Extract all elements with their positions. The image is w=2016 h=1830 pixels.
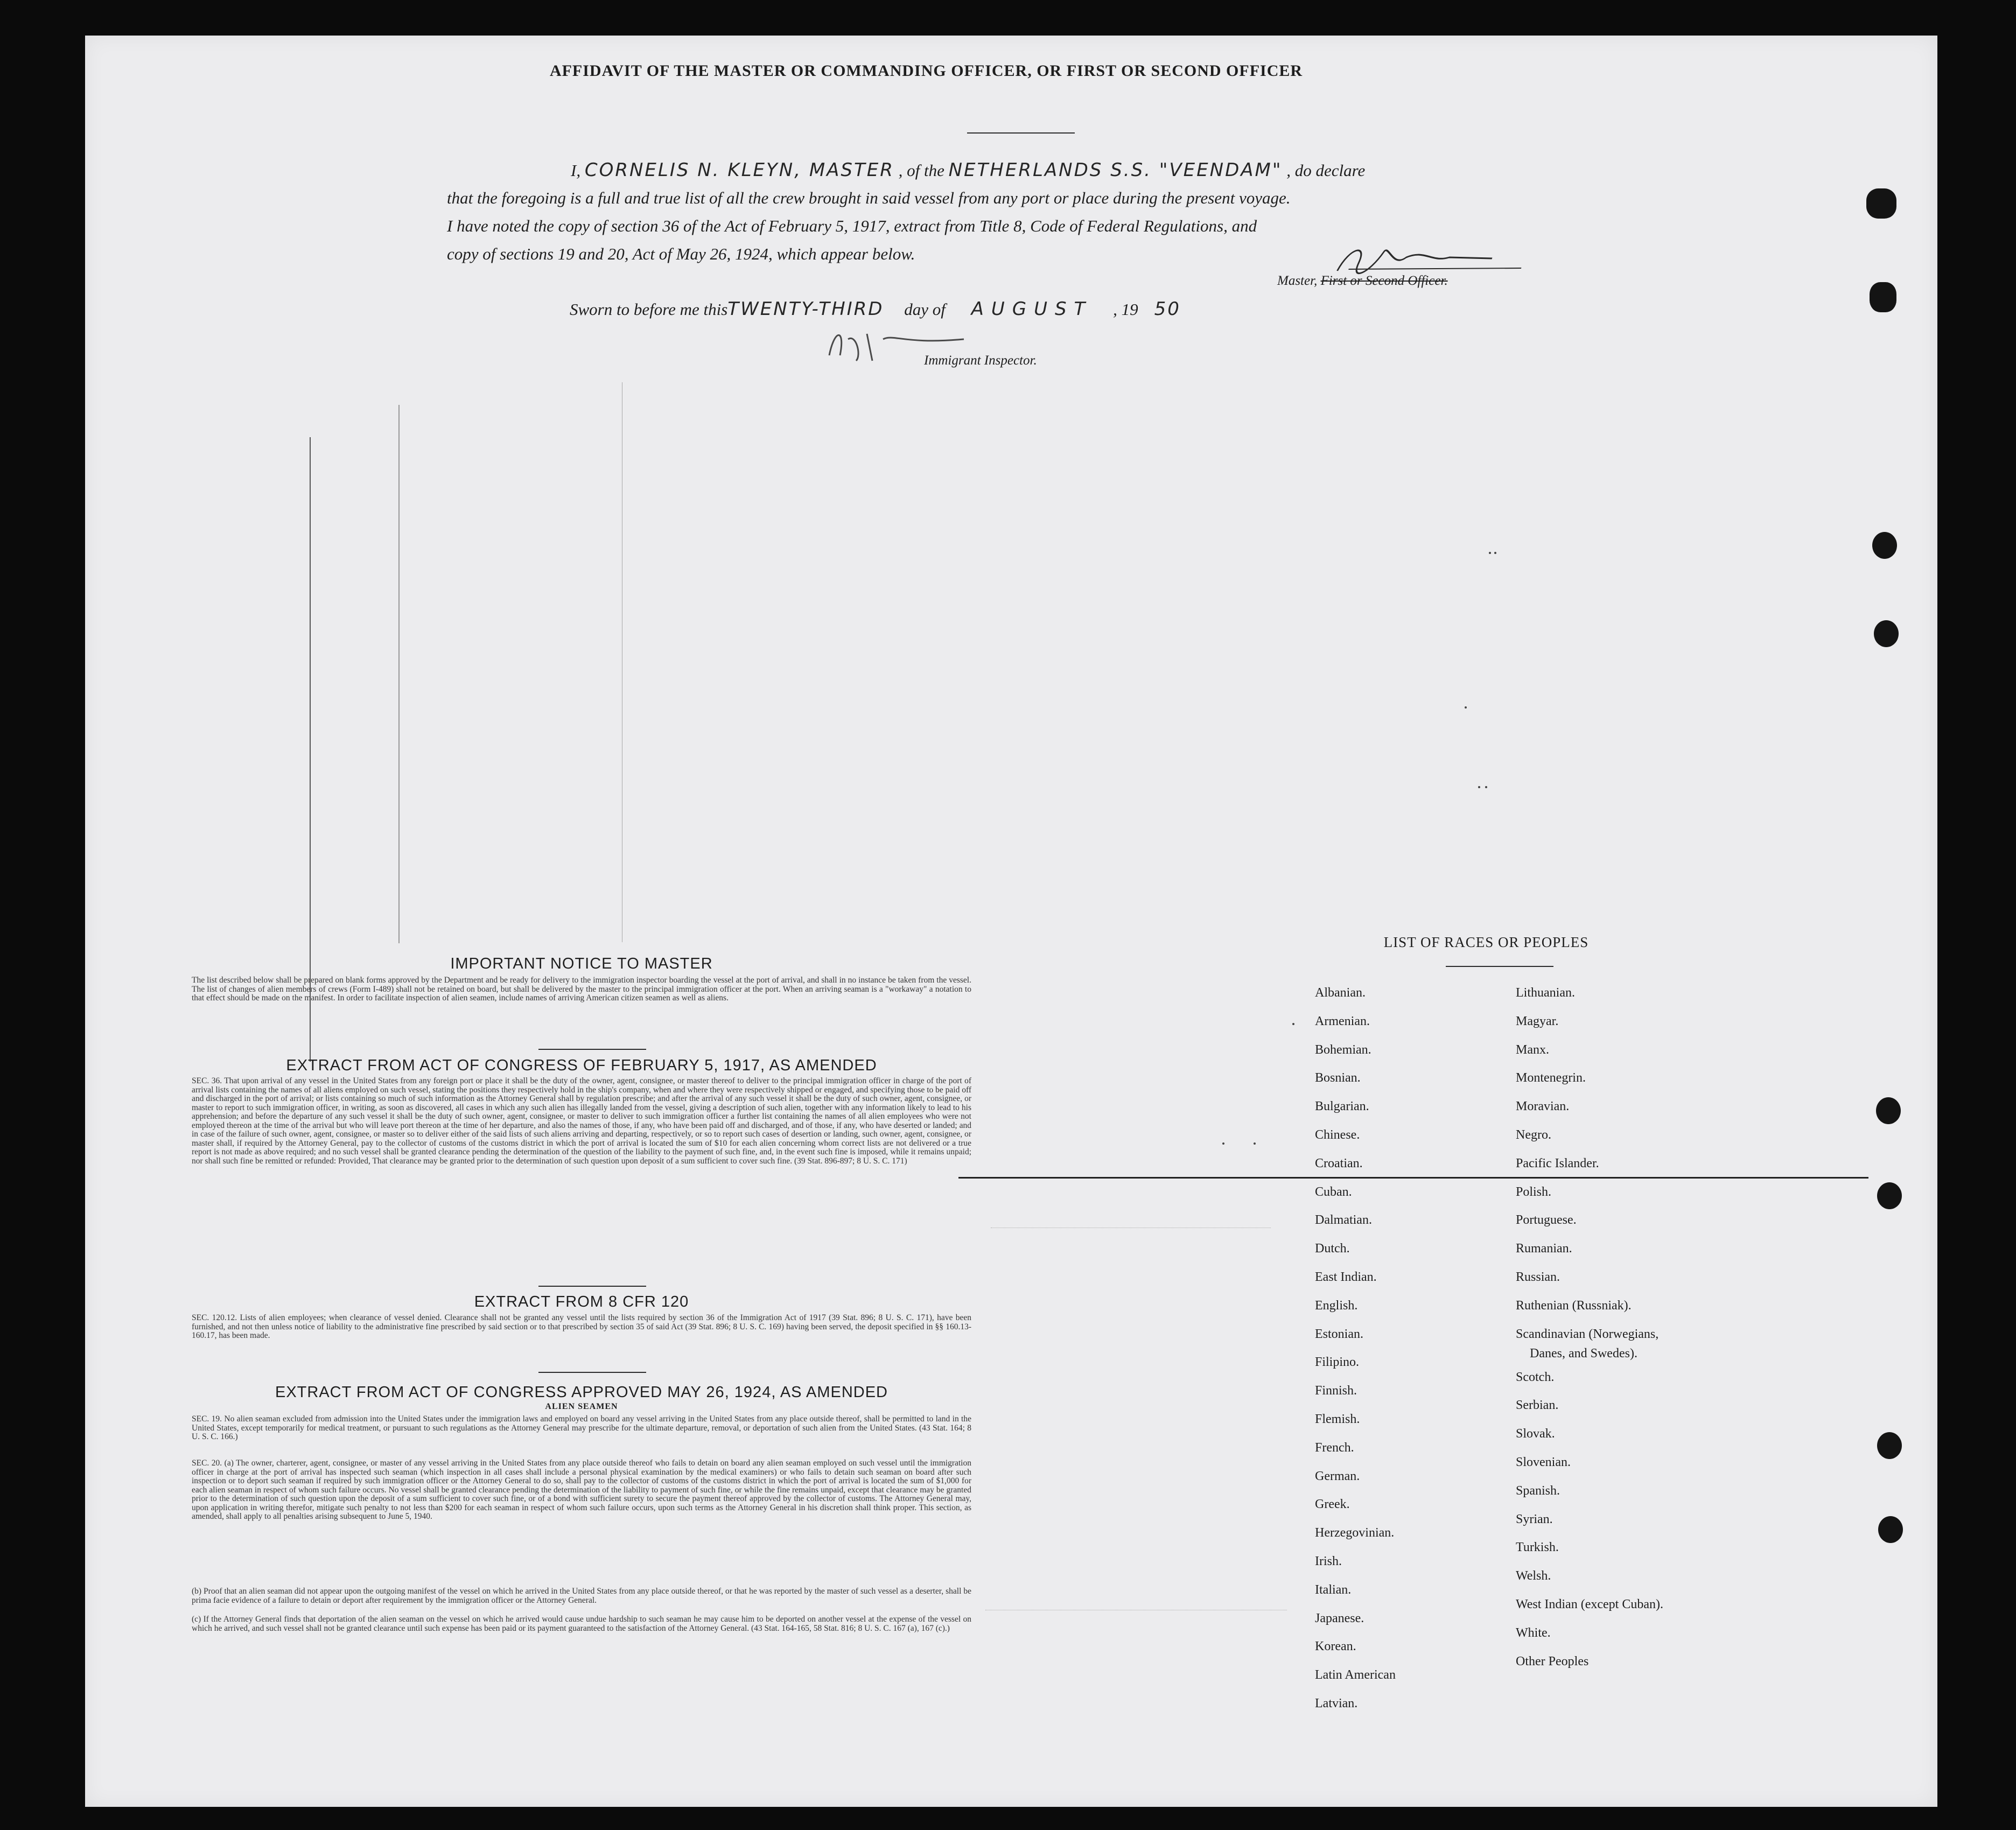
race-item: Dutch. xyxy=(1315,1242,1350,1256)
extract-divider xyxy=(538,1286,646,1287)
margin-tick xyxy=(310,437,311,1062)
race-item: Serbian. xyxy=(1516,1398,1559,1413)
extract-1917-title: EXTRACT FROM ACT OF CONGRESS OF FEBRUARY 5, 1917, AS AMENDED xyxy=(286,1057,877,1074)
race-item: German. xyxy=(1315,1469,1360,1483)
affidavit-line-2: that the foregoing is a full and true list of all the crew brought in said vessel from any port or place during the present voyage. xyxy=(447,188,1291,207)
race-item: Cuban. xyxy=(1315,1184,1352,1199)
extract-1917-body: SEC. 36. That upon arrival of any vessel in the United States from any foreign port or place it shall be the duty of the owner, agent, consignee, or master thereof to deliver to the principal immigration officer in charge of the port of arrival lists containing the names of all aliens employed on such vessel, stating the positions they respectively hold in the ship's company, when and where they were respectively shipped or engaged, and specifying those to be paid off and discharged in the port of arrival; or lists containing so much of such information as the Attorney General shall by regulation prescribe; and after the arrival of any such vessel it shall be the duty of such owner, agent, consignee, or master to report to such immigration officer, in writing, as soon as discovered, all cases in which any such alien has illegally landed from the vessel, giving a description of such alien, together with any information likely to lead to his apprehension; and before the departure of any such vessel it shall be the duty of such owner, agent, consignee, or master to deliver to such immigration officer a further list containing the names of all alien employees who were not employed thereon at the time of the arrival but who will leave port thereon at the time of her departure, and also the names of those, if any, who have been paid off and discharged, and of those, if any, who have deserted or landed; and in case of the failure of such owner, agent, consignee, or master so to deliver either of the said lists of such aliens arriving and departing, respectively, or so to report such cases of desertion or landing, such owner, agent, consignee, or master shall, if required by the Attorney General, pay to the collector of customs of the customs district in which the port of arrival is located the sum of $10 for each alien concerning whom correct lists are not delivered or a true report is not made as above required; and no such vessel shall be granted clearance pending the determination of the question of the liability to the payment of such fine, and, in the event such fine is imposed, while it remains unpaid; nor shall such fine be remitted or refunded: Provided, That clearance may be granted prior to the determination of such question upon deposit of a sum sufficient to cover such fine. (39 Stat. 896-897; 8 U. S. C. 171) xyxy=(192,1076,971,1166)
race-item: French. xyxy=(1315,1440,1354,1455)
race-item: Finnish. xyxy=(1315,1384,1357,1398)
race-item: Ruthenian (Russniak). xyxy=(1516,1298,1632,1313)
races-column-2 xyxy=(1516,979,1663,1675)
ink-blot xyxy=(1866,188,1896,219)
race-item: English. xyxy=(1315,1298,1358,1313)
binder-hole xyxy=(1876,1097,1901,1124)
speck xyxy=(1489,552,1491,554)
race-item: Portuguese. xyxy=(1516,1213,1577,1228)
race-item: Bohemian. xyxy=(1315,1042,1371,1057)
race-item: Scotch. xyxy=(1516,1370,1555,1384)
vessel-name: NETHERLANDS S.S. "VEENDAM" xyxy=(948,159,1283,181)
binder-hole xyxy=(1877,1432,1902,1459)
race-item: Polish. xyxy=(1516,1184,1552,1199)
race-item: Greek. xyxy=(1315,1497,1350,1512)
race-item: Herzegovinian. xyxy=(1315,1526,1395,1540)
race-item: Italian. xyxy=(1315,1582,1352,1597)
race-item: Irish. xyxy=(1315,1554,1342,1568)
races-divider xyxy=(1446,966,1553,967)
of-the-label: , of the xyxy=(898,161,944,180)
affidavit-line-4: copy of sections 19 and 20, Act of May 26, 1924, which appear below. xyxy=(447,244,915,263)
race-item: Latin American xyxy=(1315,1668,1396,1682)
race-item: Dalmatian. xyxy=(1315,1213,1372,1228)
binder-hole xyxy=(1872,532,1897,559)
race-item: Magyar. xyxy=(1516,1014,1559,1028)
race-item: Lithuanian. xyxy=(1516,986,1575,1000)
faint-handwriting xyxy=(991,1206,1271,1228)
extract-cfr-body: SEC. 120.12. Lists of alien employees; when clearance of vessel denied. Clearance shall not be granted any vessel until the lists required by section 36 of the Immigration Act of 1917 (39 Stat. 896; 8 U. S. C. 171), have been furnished, and not then unless notice of liability to the administrative fine prescribed by said section or to that prescribed by section 35 of said Act (39 Stat. 896; 8 U. S. C. 169) having been served, the deposit specified in §§ 160.13-160.17, has been made. xyxy=(192,1313,971,1340)
master-label: Master, First or Second Officer. xyxy=(1277,274,1448,288)
races-title: LIST OF RACES OR PEOPLES xyxy=(1383,934,1589,950)
race-item: Welsh. xyxy=(1516,1569,1551,1583)
race-item: Syrian. xyxy=(1516,1512,1553,1526)
race-item: Slovenian. xyxy=(1516,1455,1571,1469)
notice-body: The list described below shall be prepared on blank forms approved by the Department and be ready for delivery to the immigration inspector boarding the vessel at the port of arrival, and shall in no instance be taken from the vessel. The list of changes of alien members of crews (Form I-489) shall not be retained on board, but shall be delivered by the master to the principal immigration officer at the port. When an arriving seaman is a "workaway" a notation to that effect should be made on the manifest. In order to facilitate inspection of alien seamen, include names of arriving American citizen seamen as well as aliens. xyxy=(192,976,971,1002)
extract-1924-sec20b: (b) Proof that an alien seaman did not appear upon the outgoing manifest of the vessel on which he arrived in the United States from any place outside thereof, or that he was reported by the master of such vessel as a deserter, shall be prima facie evidence of a failure to detain or deport after requirement by the immigration officer or the Attorney General. xyxy=(192,1587,971,1605)
race-item: Japanese. xyxy=(1315,1611,1364,1625)
master-name: CORNELIS N. KLEYN, MASTER xyxy=(584,159,894,181)
binder-hole xyxy=(1874,620,1899,647)
race-item: Spanish. xyxy=(1516,1483,1560,1498)
races-column-1 xyxy=(1315,979,1396,1718)
affidavit-line-1 xyxy=(447,156,1518,185)
race-item: East Indian. xyxy=(1315,1270,1377,1284)
declare-label: , do declare xyxy=(1286,161,1366,180)
race-item: Scandinavian (Norwegians, xyxy=(1516,1327,1659,1341)
race-item: Armenian. xyxy=(1315,1014,1370,1028)
declarant-prefix: I, xyxy=(571,161,581,180)
sworn-day: TWENTY-THIRD xyxy=(727,298,884,320)
speck xyxy=(1292,1023,1294,1025)
extract-1924-sec20a: SEC. 20. (a) The owner, charterer, agent, consignee, or master of any vessel arriving in the United States from any place outside thereof who fails to detain on board any alien seaman employed on such vessel until the immigration officer in charge at the port of arrival has inspected such seaman (which inspection in all cases shall include a personal physical examination by the medical examiners) or who fails to detain such seaman on board after such inspection or to deport such seaman if required by such immigration officer or the Attorney General to do so, shall pay to the collector of customs of the customs district in which the port of arrival is located the sum of $1,000 for each alien seaman in respect of whom such failure occurs. No vessel shall be granted clearance pending the determination of the liability to payment of such fine, or while the fine remains unpaid, except that clearance may be granted prior to the determination of such question upon the deposit of a sum sufficient to cover such fine, or of a bond with sufficient surety to secure the payment thereof approved by the collector of customs. The Attorney General may, upon application in writing therefor, mitigate such penalty to not less than $200 for each seaman in respect of whom such failure occurs, upon such terms as the Attorney General in his discretion shall think proper. This section, as amended, shall apply to all penalties arising subsequent to June 5, 1940. xyxy=(192,1459,971,1521)
sworn-month: AUGUST xyxy=(971,298,1093,320)
ink-blot xyxy=(1870,282,1896,312)
race-item: Russian. xyxy=(1516,1270,1560,1284)
race-item: West Indian (except Cuban). xyxy=(1516,1597,1663,1611)
race-item: Bosnian. xyxy=(1315,1071,1361,1085)
race-item: Slovak. xyxy=(1516,1427,1555,1441)
race-item: Chinese. xyxy=(1315,1127,1360,1142)
race-item: Estonian. xyxy=(1315,1327,1363,1341)
title-divider xyxy=(967,132,1075,134)
speck xyxy=(1494,552,1496,554)
affidavit-line-3: I have noted the copy of section 36 of the Act of February 5, 1917, extract from Title 8, Code of Federal Regulations, and xyxy=(447,216,1257,235)
race-item: Turkish. xyxy=(1516,1540,1559,1555)
race-item: Pacific Islander. xyxy=(1516,1156,1599,1170)
race-item: Other Peoples xyxy=(1516,1654,1589,1668)
extract-1924-sec20c: (c) If the Attorney General finds that deportation of the alien seaman on the vessel on which he arrived would cause undue hardship to such seaman he may cause him to be deported on another vessel at the expense of the vessel on which he arrived, and such vessel shall not be granted clearance until such expense has been paid or its payment guaranteed to the satisfaction of the Attorney General. (43 Stat. 164-165, 58 Stat. 816; 8 U. S. C. 167 (a), 167 (c).) xyxy=(192,1615,971,1633)
race-item: Montenegrin. xyxy=(1516,1071,1586,1085)
speck xyxy=(1465,706,1467,709)
race-item: Albanian. xyxy=(1315,986,1366,1000)
extract-1924-sec19: SEC. 19. No alien seaman excluded from admission into the United States under the immigration laws and employed on board any vessel arriving in the United States from any place outside thereof, shall be permitted to land in the United States, except temporarily for medical treatment, or pursuant to such regulations as the Attorney General may prescribe for the ultimate departure, removal, or deportation of such alien from the United States. (43 Stat. 164; 8 U. S. C. 166.) xyxy=(192,1414,971,1441)
race-item: Rumanian. xyxy=(1516,1242,1572,1256)
sworn-line: Sworn to before me thisTWENTY-THIRD day of AUGUST , 19 50 xyxy=(570,298,1181,320)
speck xyxy=(1478,786,1480,788)
extract-1924-title: EXTRACT FROM ACT OF CONGRESS APPROVED MAY 26, 1924, AS AMENDED xyxy=(275,1384,888,1401)
race-item: Filipino. xyxy=(1315,1355,1360,1370)
speck xyxy=(1485,786,1487,788)
faint-handwriting xyxy=(985,1588,1287,1610)
binder-hole xyxy=(1877,1182,1902,1209)
binder-hole xyxy=(1878,1516,1903,1543)
speck xyxy=(1254,1142,1256,1145)
race-item: Bulgarian. xyxy=(1315,1099,1369,1114)
extract-cfr-title: EXTRACT FROM 8 CFR 120 xyxy=(474,1293,689,1310)
pen-line xyxy=(958,1177,1868,1179)
inspector-label: Immigrant Inspector. xyxy=(924,353,1037,368)
sworn-year: 50 xyxy=(1154,298,1181,320)
race-item-continuation: Danes, and Swedes). xyxy=(1530,1346,1637,1361)
struck-officer-label: First or Second Officer. xyxy=(1320,274,1448,288)
race-item: Korean. xyxy=(1315,1639,1356,1654)
margin-tick xyxy=(398,405,400,943)
race-item: Moravian. xyxy=(1516,1099,1570,1114)
extract-divider xyxy=(538,1372,646,1373)
notice-title: IMPORTANT NOTICE TO MASTER xyxy=(450,955,713,972)
race-item: Croatian. xyxy=(1315,1156,1363,1170)
alien-seamen-subtitle: ALIEN SEAMEN xyxy=(545,1402,618,1411)
affidavit-title: AFFIDAVIT OF THE MASTER OR COMMANDING OFFICER, OR FIRST OR SECOND OFFICER xyxy=(549,62,1303,80)
race-item: Flemish. xyxy=(1315,1412,1360,1426)
race-item: Negro. xyxy=(1516,1127,1551,1142)
race-item: Latvian. xyxy=(1315,1696,1358,1710)
race-item: White. xyxy=(1516,1625,1551,1640)
speck xyxy=(1222,1142,1224,1145)
notice-divider xyxy=(538,1049,646,1050)
race-item: Manx. xyxy=(1516,1042,1549,1057)
